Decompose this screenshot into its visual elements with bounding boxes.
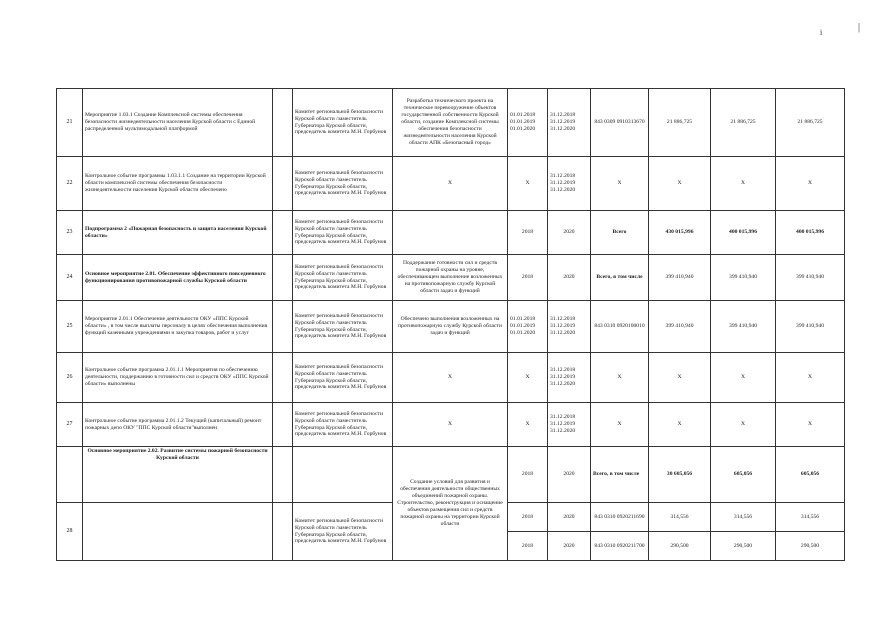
kbk-code: X <box>591 157 649 211</box>
responsible-executor: Комитет региональной безопасности Курской области /заместитель Губернатора Курской области, председатель комитета М.Н. Горбунов <box>293 353 393 403</box>
kbk-code: 843 0310 0920211690 <box>591 503 649 532</box>
amount-v2: 314,556 <box>711 503 776 532</box>
amount-v3: X <box>776 403 845 447</box>
date-start: X <box>508 403 548 447</box>
amount-v1: X <box>649 403 711 447</box>
responsible-blank <box>293 447 393 503</box>
expected-result: X <box>393 403 508 447</box>
responsible-executor: Комитет региональной безопасности Курской области /заместитель Губернатора Курской области, председатель комитета М.Н. Горбунов <box>293 211 393 255</box>
blank-cell <box>273 403 293 447</box>
blank-cell <box>273 89 293 157</box>
date-end <box>548 353 591 403</box>
date-value: 31.12.2019 <box>550 374 576 380</box>
expected-result: Разработка технического проекта на техническое перевооружение объектов государственной собственности Курской области, создание Комплексной системы обеспечения безопасности жизнедеятельности населения Курской области АПК «Безопасный город» <box>393 89 508 157</box>
amount-v3: 399 410,940 <box>776 301 845 353</box>
event-blank <box>83 503 273 561</box>
row-number: 24 <box>57 255 83 301</box>
kbk-code: Всего, в том числе <box>591 447 649 503</box>
table-row <box>57 301 845 353</box>
expected-result: Поддержание готовности сил и средств пожарной охраны на уровне, обеспечивающем выполнение возложенных на противопожарную службу Курской области задач и функций <box>393 255 508 301</box>
expected-result: X <box>393 353 508 403</box>
amount-v1: 399 410,940 <box>649 255 711 301</box>
table-row <box>57 211 845 255</box>
date-end <box>548 301 591 353</box>
scan-mark-right: | <box>858 22 861 33</box>
responsible-executor: Комитет региональной безопасности Курской области /заместитель Губернатора Курской области, председатель комитета М.Н. Горбунов <box>293 157 393 211</box>
date-start: X <box>508 353 548 403</box>
expected-result: Обеспечено выполнения возложенных на противопожарную службу Курской области задач и функций <box>393 301 508 353</box>
event-name: Основное мероприятие 2.02. Развитие системы пожарной безопасности Курской области <box>83 447 273 503</box>
table-row <box>57 255 845 301</box>
program-table <box>56 88 845 561</box>
responsible-executor: Комитет региональной безопасности Курской области /заместитель Губернатора Курской области, председатель комитета М.Н. Горбунов <box>293 301 393 353</box>
event-name: Основное мероприятие 2.01. Обеспечение эффективного повседневного функционирования противопожарной службы Курской области <box>83 255 273 301</box>
kbk-code: 843 0309 0910313670 <box>591 89 649 157</box>
date-end: 2020 <box>548 255 591 301</box>
date-end <box>548 89 591 157</box>
amount-v3: 399 410,940 <box>776 255 845 301</box>
amount-v1: X <box>649 157 711 211</box>
kbk-code: Всего, в том числе <box>591 255 649 301</box>
date-end: 2020 <box>548 447 591 503</box>
blank-cell <box>273 301 293 353</box>
event-name: Мероприятие 1.03.1 Создание Комплексной системы обеспечения безопасности жизнедеятельности населения Курской области с Единой распределенной мультимодальной платформой <box>83 89 273 157</box>
date-value: 31.12.2018 <box>550 112 576 119</box>
row-number: 26 <box>57 353 83 403</box>
date-value: 31.12.2018 <box>550 414 576 421</box>
responsible-executor: Комитет региональной безопасности Курской области /заместитель Губернатора Курской области, председатель комитета М.Н. Горбунов <box>293 503 393 561</box>
date-value: 01.01.2020 <box>510 329 536 336</box>
amount-v2: 605,056 <box>711 447 776 503</box>
amount-v2: 21 886,725 <box>711 89 776 157</box>
date-value: 31.12.2020 <box>550 380 576 387</box>
table-row <box>57 157 845 211</box>
amount-v3: 605,056 <box>776 447 845 503</box>
date-value: 31.12.2019 <box>550 421 576 427</box>
date-end <box>548 157 591 211</box>
amount-v2: 399 410,940 <box>711 255 776 301</box>
row-number-blank <box>57 447 83 503</box>
date-value: 01.01.2020 <box>510 125 536 132</box>
amount-v1: 30 605,056 <box>649 447 711 503</box>
blank-cell <box>273 211 293 255</box>
event-name: Контрольное событие программа 2.01.1.2 Текущий (капитальный) ремонт пожарных депо ОКУ "ППС Курской области"выполнен <box>83 403 273 447</box>
date-start: 2018 <box>508 532 548 561</box>
expected-result: Создание условий для развития и обеспечения деятельности общественных объединений пожарной охраны. Строительство, реконструкция и оснащение объектов размещения сил и средств пожарной охраны на территории Курской области <box>393 447 508 561</box>
date-value: 31.12.2020 <box>550 329 576 336</box>
amount-v2: X <box>711 353 776 403</box>
blank-cell <box>273 353 293 403</box>
date-value: 31.12.2018 <box>550 173 576 180</box>
kbk-code: 843 0310 0920100010 <box>591 301 649 353</box>
event-name: Мероприятие 2.01.1 Обеспечение деятельности ОКУ «ППС Курской области» , в том числе выплаты персоналу в целях обеспечения выполнения функций казенными учреждениями и закупка товаров, работ и услуг <box>83 301 273 353</box>
amount-v1: 399 410,940 <box>649 301 711 353</box>
table-row <box>57 447 845 503</box>
row-number: 23 <box>57 211 83 255</box>
amount-v2: X <box>711 403 776 447</box>
date-value: 01.01.2019 <box>510 119 536 125</box>
date-value: 01.01.2018 <box>510 112 536 119</box>
kbk-code: Всего <box>591 211 649 255</box>
date-value: 31.12.2020 <box>550 125 576 132</box>
table-row <box>57 89 845 157</box>
amount-v1: X <box>649 353 711 403</box>
amount-v3: X <box>776 157 845 211</box>
event-name: Подпрограмма 2 «Пожарная безопасность и защита населения Курской области» <box>83 211 273 255</box>
date-value: 31.12.2019 <box>550 323 576 329</box>
event-name: Контрольное событие программа 2.01.1.1 Мероприятия по обеспечению деятельности, поддержанию в готовности сил и средств ОКУ «ППС Курской области» выполнены <box>83 353 273 403</box>
date-start: 2018 <box>508 447 548 503</box>
event-name: Контрольное событие программы 1.03.1.1 Создание на территории Курской области комплексной системы обеспечения безопасности жизнедеятельности населения Курской области обеспечено <box>83 157 273 211</box>
table-row <box>57 403 845 447</box>
responsible-executor: Комитет региональной безопасности Курской области /заместитель Губернатора Курской области, председатель комитета М.Н. Горбунов <box>293 403 393 447</box>
table-row <box>57 353 845 403</box>
scan-mark-dot: i <box>820 28 823 37</box>
amount-v1: 290,500 <box>649 532 711 561</box>
amount-v3: 290,500 <box>776 532 845 561</box>
blank-cell <box>273 503 293 561</box>
date-value: 31.12.2019 <box>550 119 576 125</box>
amount-v2: 290,500 <box>711 532 776 561</box>
kbk-code: X <box>591 403 649 447</box>
date-end <box>548 403 591 447</box>
blank-cell <box>273 255 293 301</box>
amount-v3: 21 886,725 <box>776 89 845 157</box>
row-number: 21 <box>57 89 83 157</box>
amount-v3: 314,556 <box>776 503 845 532</box>
kbk-code: X <box>591 353 649 403</box>
date-start <box>508 301 548 353</box>
date-start: 2018 <box>508 255 548 301</box>
amount-v3: 400 015,996 <box>776 211 845 255</box>
date-end: 2020 <box>548 532 591 561</box>
date-value: 01.01.2019 <box>510 323 536 329</box>
amount-v1: 314,556 <box>649 503 711 532</box>
date-start: 2018 <box>508 211 548 255</box>
date-value: 01.01.2018 <box>510 316 536 323</box>
amount-v2: X <box>711 157 776 211</box>
date-start: X <box>508 157 548 211</box>
responsible-executor: Комитет региональной безопасности Курской области /заместитель Губернатора Курской области, председатель комитета М.Н. Горбунов <box>293 89 393 157</box>
blank-cell <box>273 157 293 211</box>
responsible-executor: Комитет региональной безопасности Курской области /заместитель Губернатора Курской области, председатель комитета М.Н. Горбунов <box>293 255 393 301</box>
amount-v1: 430 015,996 <box>649 211 711 255</box>
amount-v2: 400 015,996 <box>711 211 776 255</box>
row-number: 25 <box>57 301 83 353</box>
date-start <box>508 89 548 157</box>
date-value: 31.12.2018 <box>550 367 576 374</box>
expected-result: X <box>393 157 508 211</box>
row-number: 28 <box>57 503 83 561</box>
amount-v1: 21 886,725 <box>649 89 711 157</box>
blank-cell <box>273 447 293 503</box>
kbk-code: 843 0310 0920211700 <box>591 532 649 561</box>
date-value: 31.12.2018 <box>550 316 576 323</box>
expected-result <box>393 211 508 255</box>
date-end: 2020 <box>548 211 591 255</box>
date-value: 31.12.2020 <box>550 427 576 434</box>
amount-v2: 399 410,940 <box>711 301 776 353</box>
amount-v3: X <box>776 353 845 403</box>
row-number: 27 <box>57 403 83 447</box>
date-start: 2018 <box>508 503 548 532</box>
date-value: 31.12.2019 <box>550 180 576 186</box>
date-value: 31.12.2020 <box>550 186 576 193</box>
date-end: 2020 <box>548 503 591 532</box>
row-number: 22 <box>57 157 83 211</box>
